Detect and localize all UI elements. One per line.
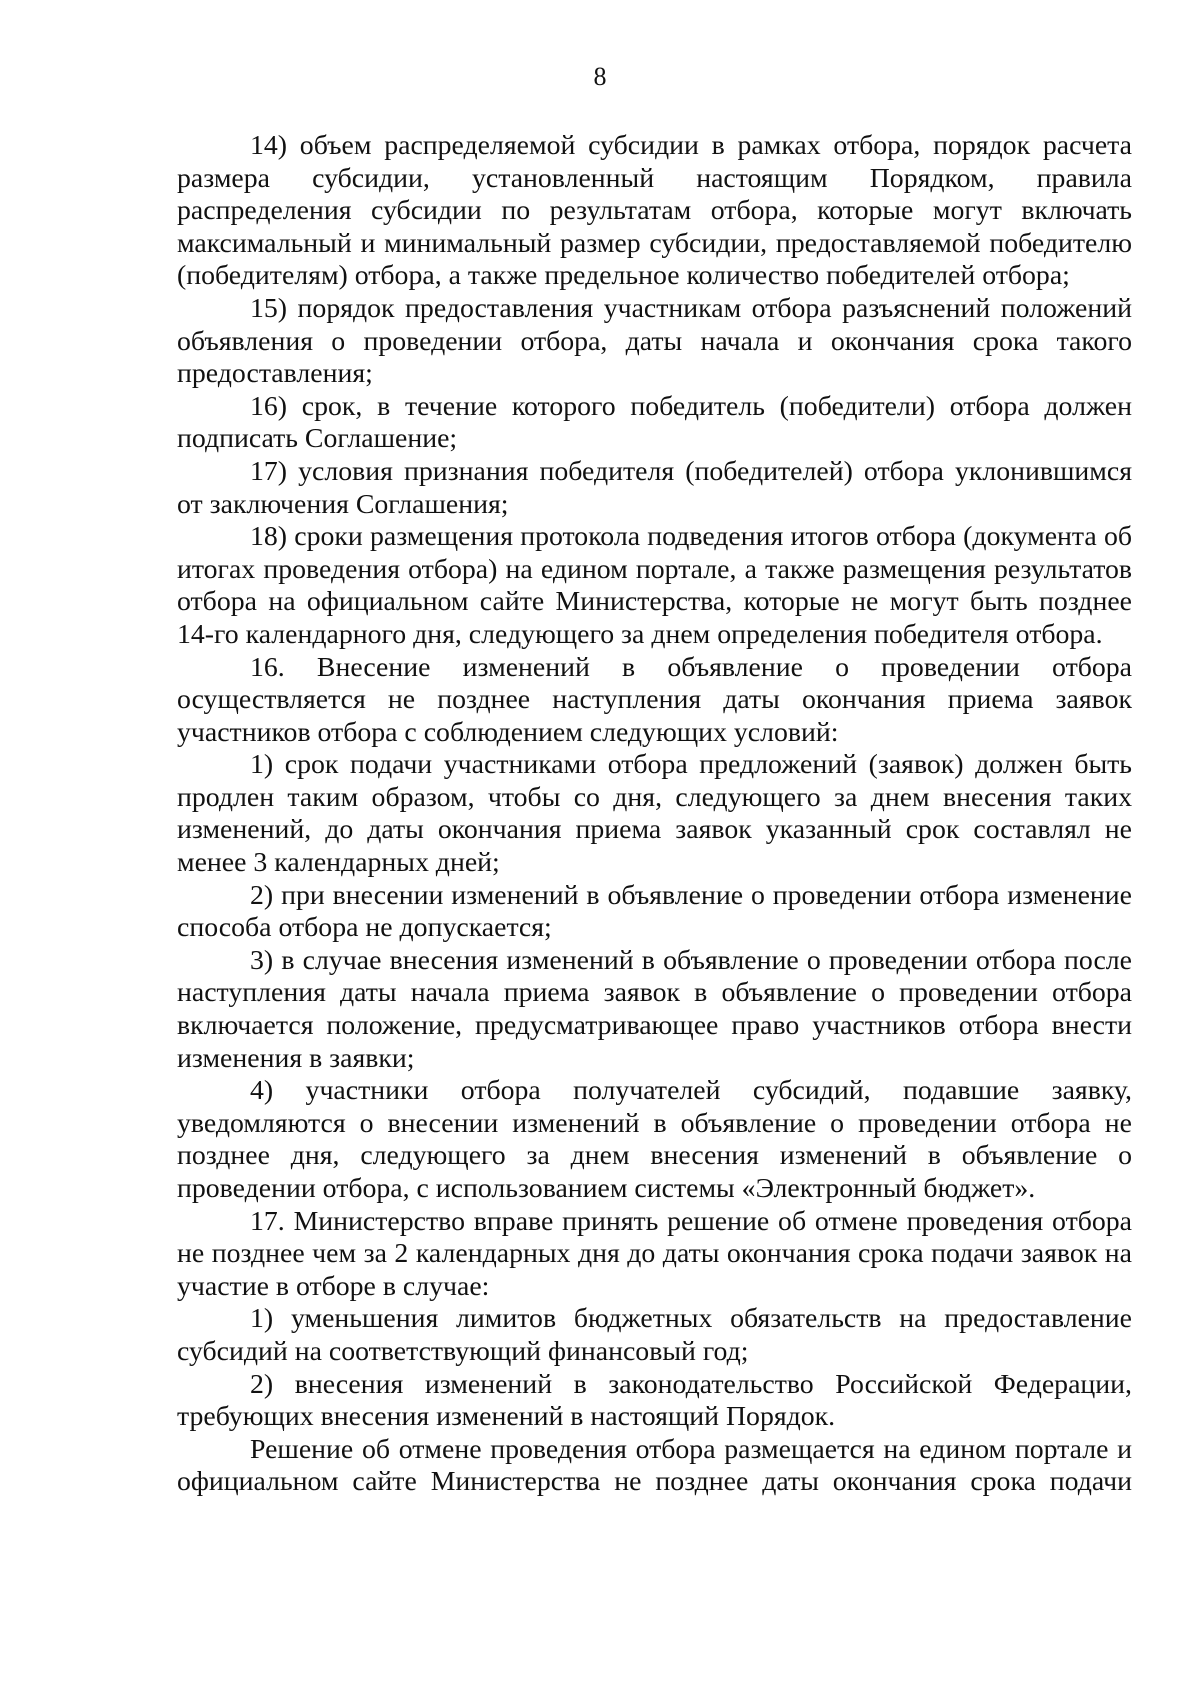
paragraph-cancellation-decision: Решение об отмене проведения отбора размещается на едином портале и официальном сайте Министерства не позднее даты окончания срока подачи	[177, 1433, 1132, 1498]
paragraph-case-2: 2) внесения изменений в законодательство Российской Федерации, требующих внесения изменений в настоящий Порядок.	[177, 1368, 1132, 1433]
paragraph-condition-1: 1) срок подачи участниками отбора предложений (заявок) должен быть продлен таким образом, чтобы со дня, следующего за днем внесения таких изменений, до даты окончания приема заявок указанный срок составлял не менее 3 календарных дней;	[177, 749, 1132, 879]
paragraph-condition-3: 3) в случае внесения изменений в объявление о проведении отбора после наступления даты начала приема заявок в объявление о проведении отбора включается положение, предусматривающее право участников отбора внести изменения в заявки;	[177, 944, 1132, 1074]
paragraph-section-16: 16. Внесение изменений в объявление о проведении отбора осуществляется не позднее наступления даты окончания приема заявок участников отбора с соблюдением следующих условий:	[177, 651, 1132, 748]
document-body	[177, 130, 1132, 1499]
paragraph-section-17: 17. Министерство вправе принять решение об отмене проведения отбора не позднее чем за 2 календарных дня до даты окончания срока подачи заявок на участие в отборе в случае:	[177, 1205, 1132, 1302]
page-number: 8	[593, 62, 607, 91]
paragraph-item-18: 18) сроки размещения протокола подведения итогов отбора (документа об итогах проведения отбора) на едином портале, а также размещения результатов отбора на официальном сайте Министерства, которые не могут быть позднее 14-го календарного дня, следующего за днем определения победителя отбора.	[177, 521, 1132, 650]
paragraph-condition-4: 4) участники отбора получателей субсидий, подавшие заявку, уведомляются о внесении изменений в объявление о проведении отбора не позднее дня, следующего за днем внесения изменений в объявление о проведении отбора, с использованием системы «Электронный бюджет».	[177, 1075, 1132, 1204]
paragraph-item-15: 15) порядок предоставления участникам отбора разъяснений положений объявления о проведении отбора, даты начала и окончания срока такого предоставления;	[177, 292, 1132, 390]
paragraph-item-16: 16) срок, в течение которого победитель (победители) отбора должен подписать Соглашение;	[177, 390, 1132, 455]
paragraph-condition-2: 2) при внесении изменений в объявление о проведении отбора изменение способа отбора не допускается;	[177, 879, 1132, 944]
paragraph-item-14: 14) объем распределяемой субсидии в рамках отбора, порядок расчета размера субсидии, установленный настоящим Порядком, правила распределения субсидии по результатам отбора, которые могут включать максимальный и минимальный размер субсидии, предоставляемой победителю (победителям) отбора, а также предельное количество победителей отбора;	[177, 130, 1132, 292]
paragraph-item-17: 17) условия признания победителя (победителей) отбора уклонившимся от заключения Соглашения;	[177, 455, 1132, 520]
paragraph-case-1: 1) уменьшения лимитов бюджетных обязательств на предоставление субсидий на соответствующий финансовый год;	[177, 1303, 1132, 1367]
